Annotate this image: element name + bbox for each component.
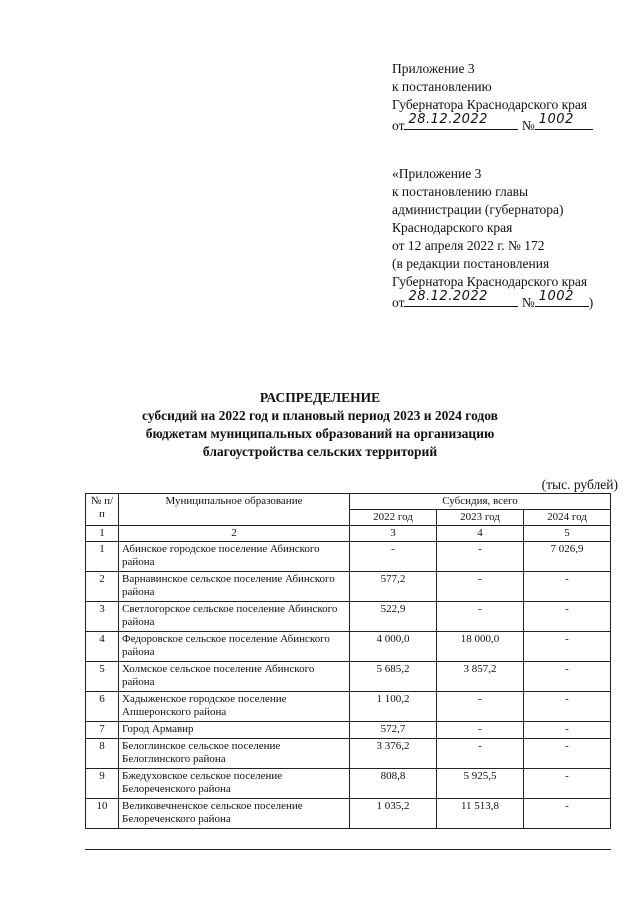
handwritten-date: 28.12.2022 <box>408 112 488 127</box>
value-2023: - <box>437 572 524 602</box>
table-row <box>86 572 611 602</box>
table-row <box>86 692 611 722</box>
number-field <box>535 291 589 307</box>
date-field <box>404 114 518 130</box>
title-line-3: благоустройства сельских территорий <box>202 444 438 459</box>
appendix-line-2: к постановлению <box>392 79 492 94</box>
table-row <box>86 739 611 769</box>
header-2023: 2023 год <box>437 510 524 526</box>
value-2024: 7 026,9 <box>524 542 611 572</box>
row-number: 9 <box>86 769 119 799</box>
value-2023: - <box>437 739 524 769</box>
value-2024: - <box>524 799 611 829</box>
value-2024: - <box>524 662 611 692</box>
prior-line-4: Краснодарского края <box>392 220 513 235</box>
municipality-name: Светлогорское сельское поселение Абинского района <box>119 602 350 632</box>
table-row <box>86 662 611 692</box>
table-row <box>86 799 611 829</box>
number-field <box>535 114 593 130</box>
appendix-date-line <box>392 114 593 135</box>
value-2024: - <box>524 632 611 662</box>
value-2023: - <box>437 692 524 722</box>
prior-line-6: (в редакции постановления <box>392 256 550 271</box>
value-2023: - <box>437 542 524 572</box>
row-number: 5 <box>86 662 119 692</box>
value-2023: - <box>437 602 524 632</box>
value-2023: 3 857,2 <box>437 662 524 692</box>
column-number-row <box>86 526 611 542</box>
row-number: 1 <box>86 542 119 572</box>
title-line-2: бюджетам муниципальных образований на организацию <box>145 426 495 441</box>
row-number: 10 <box>86 799 119 829</box>
handwritten-number: 1002 <box>538 112 574 127</box>
closing-paren: ) <box>588 295 594 310</box>
prior-line-3: администрации (губернатора) <box>392 202 564 217</box>
prior-line-2: к постановлению главы <box>392 184 529 199</box>
column-number: 1 <box>86 526 119 542</box>
value-2022: - <box>350 542 437 572</box>
value-2022: 1 035,2 <box>350 799 437 829</box>
header-num: № п/п <box>86 494 119 526</box>
appendix-line-1: Приложение 3 <box>392 61 475 76</box>
municipality-name: Бжедуховское сельское поселение Белореченского района <box>119 769 350 799</box>
header-subsidy: Субсидия, всего <box>350 494 611 510</box>
value-2024: - <box>524 602 611 632</box>
table-row <box>86 769 611 799</box>
municipality-name: Абинское городское поселение Абинского района <box>119 542 350 572</box>
value-2023: - <box>437 722 524 739</box>
municipality-name: Город Армавир <box>119 722 350 739</box>
from-label: от <box>392 295 405 310</box>
column-number: 2 <box>119 526 350 542</box>
header-2024: 2024 год <box>524 510 611 526</box>
table-row <box>86 632 611 662</box>
from-label: от <box>392 118 405 133</box>
value-2022: 522,9 <box>350 602 437 632</box>
page-bottom-rule <box>85 849 611 850</box>
title-heading: РАСПРЕДЕЛЕНИЕ <box>259 390 381 405</box>
municipality-name: Хадыженское городское поселение Апшеронского района <box>119 692 350 722</box>
value-2024: - <box>524 722 611 739</box>
municipality-name: Великовечненское сельское поселение Белореченского района <box>119 799 350 829</box>
column-number: 5 <box>524 526 611 542</box>
subsidy-table <box>85 493 611 829</box>
handwritten-date: 28.12.2022 <box>408 289 488 304</box>
value-2022: 5 685,2 <box>350 662 437 692</box>
header-2022: 2022 год <box>350 510 437 526</box>
prior-line-5: от 12 апреля 2022 г. № 172 <box>392 238 545 253</box>
appendix-block <box>392 60 593 135</box>
row-number: 8 <box>86 739 119 769</box>
value-2024: - <box>524 572 611 602</box>
value-2023: 11 513,8 <box>437 799 524 829</box>
municipality-name: Федоровское сельское поселение Абинского района <box>119 632 350 662</box>
table-row <box>86 722 611 739</box>
date-field <box>404 291 518 307</box>
header-name: Муниципальное образование <box>119 494 350 526</box>
value-2024: - <box>524 739 611 769</box>
value-2023: 18 000,0 <box>437 632 524 662</box>
value-2022: 808,8 <box>350 769 437 799</box>
prior-appendix-block <box>392 165 593 312</box>
row-number: 6 <box>86 692 119 722</box>
municipality-name: Варнавинское сельское поселение Абинского района <box>119 572 350 602</box>
number-sign: № <box>521 295 535 310</box>
table-row <box>86 542 611 572</box>
value-2022: 572,7 <box>350 722 437 739</box>
handwritten-number: 1002 <box>538 289 574 304</box>
column-number: 3 <box>350 526 437 542</box>
prior-line-7: Губернатора Краснодарского края <box>392 274 588 289</box>
value-2022: 3 376,2 <box>350 739 437 769</box>
title-line-1: субсидий на 2022 год и плановый период 2023 и 2024 годов <box>142 408 498 423</box>
value-2022: 1 100,2 <box>350 692 437 722</box>
table-row <box>86 602 611 632</box>
row-number: 3 <box>86 602 119 632</box>
appendix-line-3: Губернатора Краснодарского края <box>392 97 588 112</box>
row-number: 7 <box>86 722 119 739</box>
value-2024: - <box>524 769 611 799</box>
document-title <box>0 389 640 461</box>
prior-line-1: «Приложение 3 <box>392 166 482 181</box>
value-2022: 4 000,0 <box>350 632 437 662</box>
value-2023: 5 925,5 <box>437 769 524 799</box>
row-number: 4 <box>86 632 119 662</box>
number-sign: № <box>521 118 535 133</box>
municipality-name: Холмское сельское поселение Абинского района <box>119 662 350 692</box>
value-2024: - <box>524 692 611 722</box>
column-number: 4 <box>437 526 524 542</box>
row-number: 2 <box>86 572 119 602</box>
prior-date-line <box>392 291 593 312</box>
municipality-name: Белоглинское сельское поселение Белоглинского района <box>119 739 350 769</box>
value-2022: 577,2 <box>350 572 437 602</box>
units-label: (тыс. рублей) <box>541 477 618 492</box>
